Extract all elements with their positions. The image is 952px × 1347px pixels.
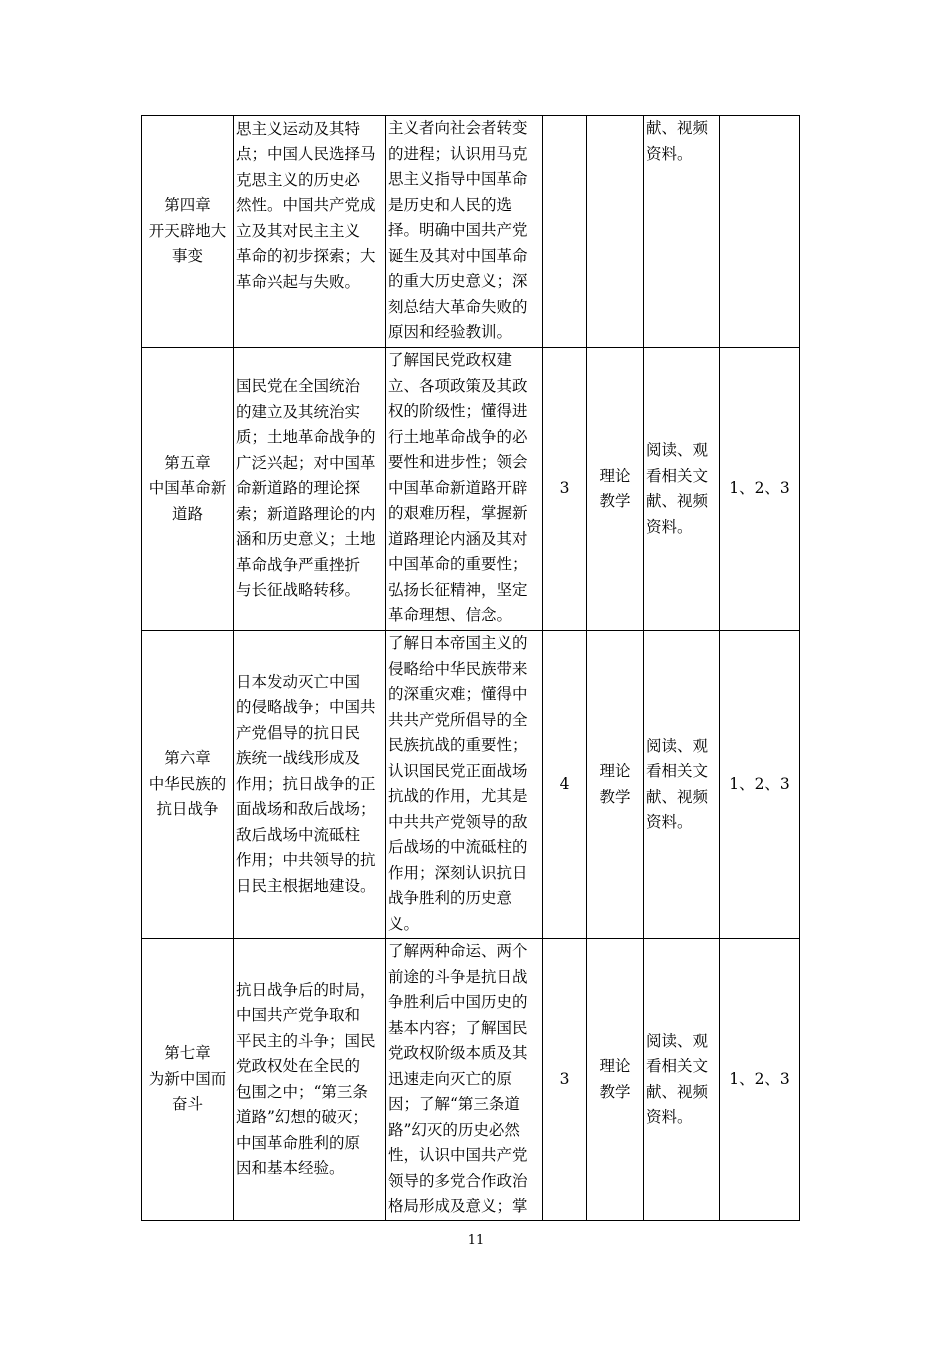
hours-cell: 3 (543, 939, 587, 1221)
cell-text-line: 第五章 (164, 453, 211, 472)
cell-text-line: 党政权处在全民的 (236, 1057, 361, 1075)
cell-text-line: 性，认识中国共产党 (388, 1146, 528, 1164)
cell-text-line: 的侵略战争；中国共 (236, 698, 376, 717)
cell-text-line: 道路 (171, 504, 203, 523)
teaching-mode-cell (587, 348, 644, 631)
cell-text-line: 中国共产党争取和 (236, 1006, 361, 1024)
content-cell (234, 939, 386, 1221)
cell-text-line: 原因和经验教训。 (388, 323, 513, 341)
cell-text-line: 面战场和敌后战场； (236, 800, 376, 819)
cell-text-line: 中华民族的 (148, 774, 227, 793)
teaching-mode-cell (587, 116, 644, 348)
content-cell (234, 116, 386, 348)
hours-cell: 4 (543, 631, 587, 939)
table-row (142, 939, 800, 1221)
cell-text-line: 革命的初步探索；大 (236, 247, 376, 266)
cell-text-line: 理论 (599, 1057, 631, 1075)
table-row (142, 348, 800, 631)
requirements-cell (386, 116, 543, 348)
cell-text-line: 革命理想、信念。 (388, 606, 513, 624)
cell-text-line: 的进程；认识用马克 (388, 144, 528, 163)
cell-text-line: 立及其对民主主义 (236, 221, 361, 240)
cell-text-line: 中国革命新 (148, 479, 227, 498)
cell-text-line: 的艰难历程，掌握新 (388, 504, 528, 522)
cell-text-line: 作用；深刻认识抗日 (388, 863, 528, 882)
method-cell (644, 348, 720, 631)
method-cell (644, 939, 720, 1221)
cell-text-line: 共共产党所倡导的全 (388, 710, 528, 729)
cell-text-line: 了解两种命运、两个 (388, 942, 528, 960)
cell-text-line: 理论 (599, 466, 631, 485)
cell-text-line: 第七章 (164, 1044, 211, 1063)
cell-text-line: 克思主义的历史必 (236, 170, 361, 189)
cell-text-line: 争胜利后中国历史的 (388, 993, 528, 1011)
cell-text-line: 阅读、观 (646, 736, 709, 755)
cell-text-line: 中共共产党领导的敌 (388, 812, 528, 831)
content-cell (234, 348, 386, 631)
cell-text-line: 广泛兴起；对中国革 (236, 453, 376, 472)
cell-text-line: 义。 (388, 914, 420, 933)
cell-text-line: 权的阶级性；懂得进 (388, 402, 528, 420)
method-cell (644, 631, 720, 939)
chapter-cell (142, 116, 234, 348)
cell-text-line: 择。明确中国共产党 (388, 221, 528, 239)
cell-text-line: 阅读、观 (646, 1031, 709, 1050)
cell-text-line: 因和基本经验。 (236, 1159, 345, 1177)
cell-text-line: 资料。 (646, 1108, 693, 1126)
chapter-cell (142, 348, 234, 631)
requirements-cell (386, 348, 543, 631)
cell-text-line: 质；土地革命战争的 (236, 428, 376, 447)
cell-text-line: 行土地革命战争的必 (388, 427, 528, 446)
teaching-mode-cell (587, 939, 644, 1221)
cell-text-line: 国民党在全国统治 (236, 377, 361, 396)
cell-text-line: 理论 (599, 762, 631, 780)
cell-text-line: 族统一战线形成及 (236, 749, 361, 768)
chapter-cell (142, 631, 234, 939)
cell-text-line: 道路”幻想的破灭； (236, 1108, 368, 1126)
chapter-cell (142, 939, 234, 1221)
cell-text-line: 后战场的中流砥柱的 (388, 838, 528, 856)
syllabus-table (141, 115, 800, 1221)
cell-text-line: 然性。中国共产党成 (236, 196, 376, 215)
cell-text-line: 侵略给中华民族带来 (388, 659, 528, 678)
cell-text-line: 献、视频 (646, 492, 709, 510)
cell-text-line: 了解日本帝国主义的 (388, 634, 528, 652)
cell-text-line: 迅速走向灭亡的原 (388, 1069, 513, 1088)
cell-text-line: 的重大历史意义；深 (388, 272, 528, 290)
cell-text-line: 作用；抗日战争的正 (236, 774, 376, 793)
cell-text-line: 主义者向社会者转变 (388, 119, 528, 137)
target-cell: 1、2、3 (720, 939, 800, 1221)
cell-text-line: 资料。 (646, 813, 693, 831)
cell-text-line: 的深重灾难；懂得中 (388, 685, 528, 703)
cell-text-line: 看相关文 (646, 466, 709, 485)
cell-text-line: 弘扬长征精神，坚定 (388, 580, 528, 599)
cell-text-line: 事变 (171, 247, 203, 266)
cell-text-line: 要性和进步性；领会 (388, 453, 528, 471)
cell-text-line: 认识国民党正面战场 (388, 761, 528, 780)
requirements-cell (386, 939, 543, 1221)
cell-text-line: 为新中国而 (148, 1069, 227, 1088)
cell-text-line: 战争胜利的历史意 (388, 889, 513, 907)
cell-text-line: 第六章 (164, 749, 211, 768)
cell-text-line: 路”幻灭的历史必然 (388, 1120, 520, 1139)
cell-text-line: 道路理论内涵及其对 (388, 529, 528, 548)
cell-text-line: 因；了解“第三条道 (388, 1095, 520, 1113)
cell-text-line: 命新道路的理论探 (236, 479, 361, 498)
cell-text-line: 敌后战场中流砥柱 (236, 825, 361, 844)
table-row (142, 631, 800, 939)
target-cell: 1、2、3 (720, 631, 800, 939)
content-cell (234, 631, 386, 939)
cell-text-line: 看相关文 (646, 1057, 709, 1075)
target-cell (720, 116, 800, 348)
cell-text-line: 教学 (599, 1082, 631, 1101)
cell-text-line: 领导的多党合作政治 (388, 1171, 528, 1190)
cell-text-line: 了解国民党政权建 (388, 351, 513, 369)
cell-text-line: 抗战的作用，尤其是 (388, 787, 528, 805)
cell-text-line: 是历史和人民的选 (388, 195, 513, 214)
cell-text-line: 革命兴起与失败。 (236, 272, 361, 291)
cell-text-line: 献、视频 (646, 119, 709, 137)
cell-text-line: 奋斗 (171, 1095, 203, 1114)
cell-text-line: 刻总结大革命失败的 (388, 297, 528, 316)
cell-text-line: 教学 (599, 787, 631, 806)
cell-text-line: 作用；中共领导的抗 (236, 851, 376, 870)
cell-text-line: 教学 (599, 492, 631, 510)
cell-text-line: 献、视频 (646, 1082, 709, 1101)
requirements-cell (386, 631, 543, 939)
cell-text-line: 抗日战争后的时局， (236, 980, 376, 999)
cell-text-line: 索；新道路理论的内 (236, 504, 376, 523)
cell-text-line: 革命战争严重挫折 (236, 555, 361, 574)
target-cell: 1、2、3 (720, 348, 800, 631)
method-cell (644, 116, 720, 348)
cell-text-line: 格局形成及意义；掌 (388, 1197, 528, 1215)
cell-text-line: 中国革命新道路开辟 (388, 478, 528, 497)
cell-text-line: 民族抗战的重要性； (388, 736, 528, 754)
hours-cell (543, 116, 587, 348)
cell-text-line: 与长征战略转移。 (236, 581, 361, 600)
cell-text-line: 诞生及其对中国革命 (388, 246, 528, 265)
cell-text-line: 看相关文 (646, 762, 709, 780)
cell-text-line: 点；中国人民选择马 (236, 145, 376, 164)
cell-text-line: 开天辟地大 (148, 221, 227, 240)
cell-text-line: 资料。 (646, 517, 693, 536)
cell-text-line: 平民主的斗争；国民 (236, 1031, 376, 1050)
cell-text-line: 前途的斗争是抗日战 (388, 967, 528, 986)
cell-text-line: 阅读、观 (646, 441, 709, 459)
cell-text-line: 的建立及其统治实 (236, 402, 361, 421)
cell-text-line: 基本内容；了解国民 (388, 1018, 528, 1037)
cell-text-line: 第四章 (164, 196, 211, 215)
table-row (142, 116, 800, 348)
cell-text-line: 日本发动灭亡中国 (236, 672, 361, 691)
cell-text-line: 立、各项政策及其政 (388, 376, 528, 395)
cell-text-line: 抗日战争 (156, 800, 219, 819)
cell-text-line (236, 295, 383, 321)
cell-text-line: 包围之中；“第三条 (236, 1082, 368, 1101)
hours-cell: 3 (543, 348, 587, 631)
cell-text-line: 中国革命胜利的原 (236, 1133, 361, 1152)
teaching-mode-cell (587, 631, 644, 939)
cell-text-line: 献、视频 (646, 787, 709, 806)
cell-text-line: 党政权阶级本质及其 (388, 1044, 528, 1062)
cell-text-line: 思主义指导中国革命 (388, 170, 528, 188)
page-number: 11 (467, 1233, 485, 1248)
cell-text-line: 涵和历史意义；土地 (236, 530, 376, 549)
cell-text-line: 资料。 (646, 144, 693, 163)
cell-text-line: 中国革命的重要性； (388, 555, 528, 573)
cell-text-line: 产党倡导的抗日民 (236, 723, 361, 742)
cell-text-line (236, 321, 383, 347)
cell-text-line: 思主义运动及其特 (236, 119, 361, 138)
cell-text-line: 日民主根据地建设。 (236, 876, 376, 895)
